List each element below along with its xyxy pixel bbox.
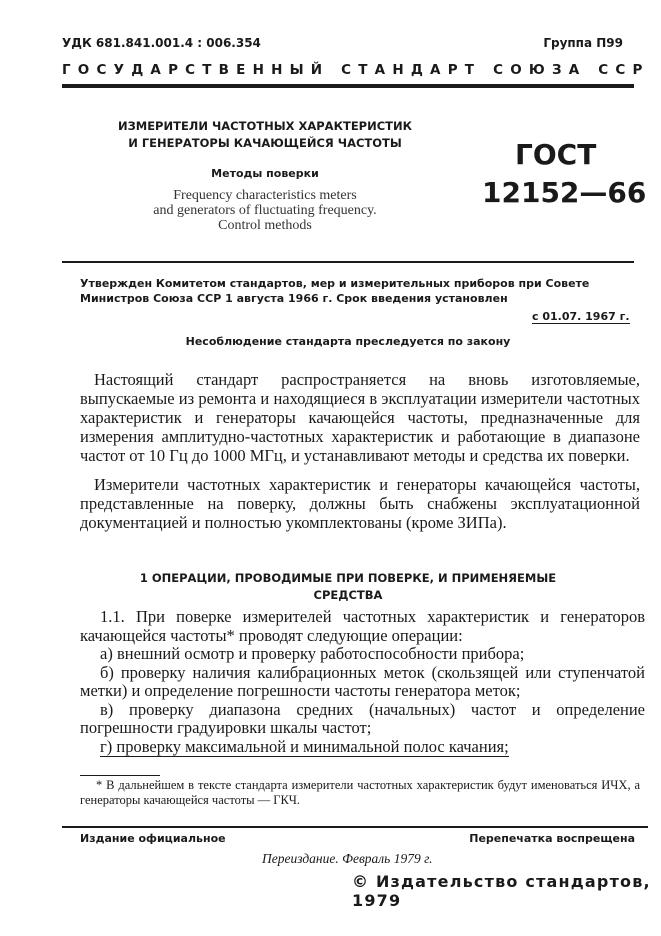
english-title-line-3: Control methods: [218, 218, 312, 233]
section-heading-line-2: СРЕДСТВА: [313, 588, 383, 602]
list-item-text: г) проверку максимальной и минимальной полос качания;: [100, 736, 509, 756]
english-title: [100, 188, 430, 233]
udk-code: УДК 681.841.001.4 : 006.354: [62, 36, 261, 50]
legal-warning: Несоблюдение стандарта преследуется по закону: [185, 335, 511, 348]
section-heading-line-1: 1 ОПЕРАЦИИ, ПРОВОДИМЫЕ ПРИ ПОВЕРКЕ, И ПРИМЕНЯЕМЫЕ: [139, 571, 557, 585]
header-rule: [62, 84, 634, 88]
title-line-1: ИЗМЕРИТЕЛИ ЧАСТОТНЫХ ХАРАКТЕРИСТИК: [117, 119, 413, 133]
approval-text: Утвержден Комитетом стандартов, мер и измерительных приборов при Совете Министров Союза ССР 1 августа 1966 г. Срок введения установлен: [80, 277, 590, 305]
gost-number: 12152—66: [482, 176, 647, 209]
approval-date: с 01.07. 1967 г.: [532, 310, 630, 323]
footer-rule: [62, 826, 648, 828]
copyright: © Издательство стандартов, 1979: [352, 872, 651, 910]
list-item: б) проверку наличия калибрационных меток (скользящей или ступенчатой метки) и определение погрешности частоты генератора меток;: [80, 662, 645, 700]
document-title: [100, 118, 430, 152]
reissue-note: Переиздание. Февраль 1979 г.: [262, 851, 433, 866]
list-item: в) проверку диапазона средних (начальных) частот и определение погрешности градуировки шкалы частот;: [80, 699, 645, 737]
title-line-2: И ГЕНЕРАТОРЫ КАЧАЮЩЕЙСЯ ЧАСТОТЫ: [128, 136, 402, 150]
standard-banner: ГОСУДАРСТВЕННЫЙ СТАНДАРТ СОЮЗА ССР: [62, 62, 650, 78]
list-item: [80, 738, 645, 757]
official-edition: Издание официальное: [80, 832, 226, 845]
group-code: Группа П99: [543, 36, 623, 50]
gost-label: ГОСТ: [515, 138, 597, 171]
english-title-line-2: and generators of fluctuating frequency.: [153, 203, 377, 218]
english-title-line-1: Frequency characteristics meters: [173, 188, 357, 203]
footnote-rule: [80, 775, 160, 776]
documentation-paragraph: Измерители частотных характеристик и генераторы качающейся частоты, представленные на поверку, должны быть снабжены эксплуатационной документацией и полностью укомплектованы (кроме ЗИПа).: [80, 475, 640, 532]
intro-paragraph: Настоящий стандарт распространяется на вновь изготовляемые, выпускаемые из ремонта и находящиеся в эксплуатации измерители частотных характеристик и генераторы качающейся частоты, предназначенные для измерения амплитудно-частотных характеристик и работающие в диапазоне частот от 10 Гц до 1000 МГц, и устанавливают методы и средства их поверки.: [80, 370, 640, 465]
section-heading: [62, 570, 634, 604]
title-rule: [62, 261, 634, 263]
reprint-ban: Перепечатка воспрещена: [469, 832, 635, 845]
list-intro: 1.1. При поверке измерителей частотных характеристик и генераторов качающейся частоты* проводят следующие операции:: [80, 607, 645, 645]
operations-list: [80, 608, 645, 756]
list-item: а) внешний осмотр и проверку работоспособности прибора;: [100, 644, 525, 663]
document-subtitle: Методы поверки: [211, 167, 319, 180]
footnote: * В дальнейшем в тексте стандарта измерители частотных характеристик будут именоваться ИЧХ, а генераторы качающейся частоты — ГКЧ.: [80, 778, 640, 807]
